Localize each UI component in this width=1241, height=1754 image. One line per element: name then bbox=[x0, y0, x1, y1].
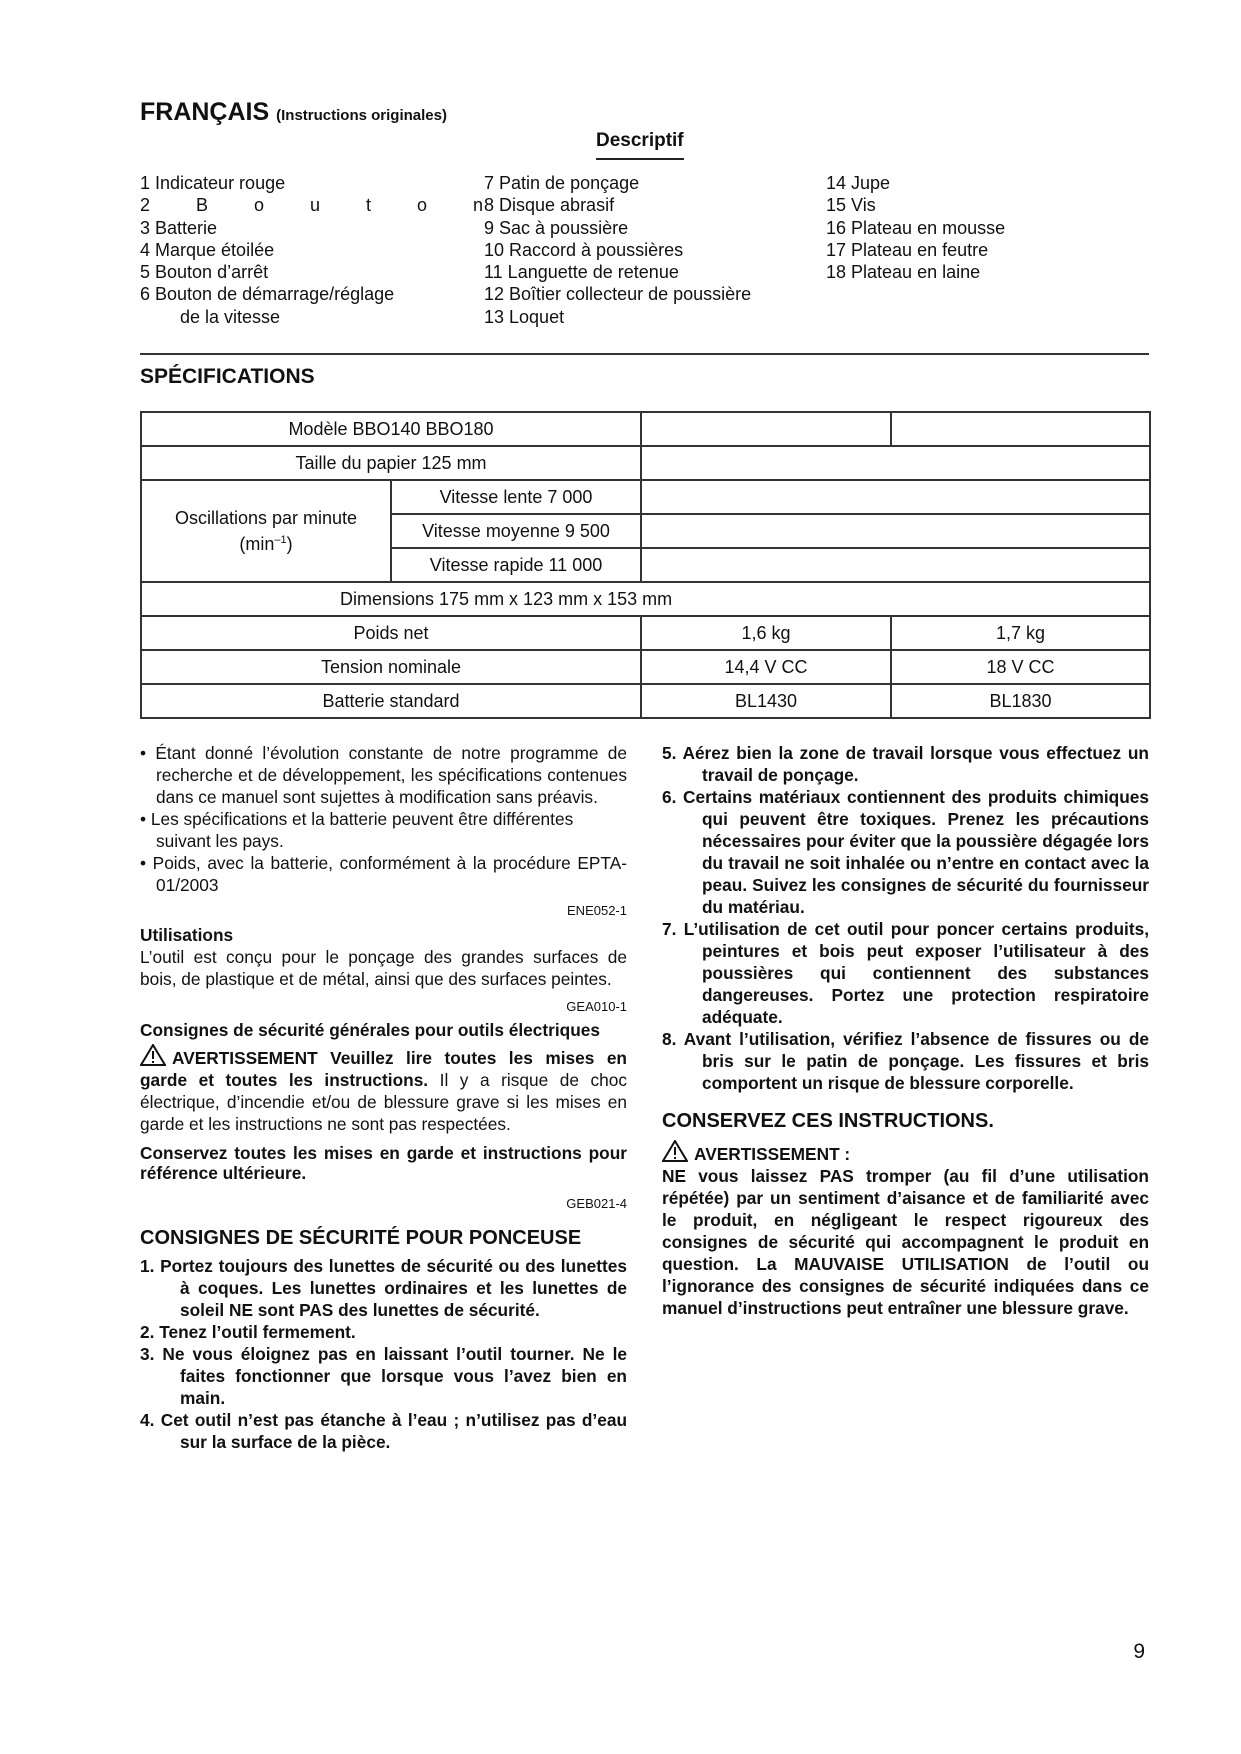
safety-item: 8. Avant l’utilisation, vérifiez l’absence de fissures ou de bris sur le patin de ponçage. Les fissures et bris comportent un risque de blessure corporelle. bbox=[662, 1029, 1149, 1093]
parts-column-1 bbox=[140, 172, 504, 328]
part-item: 14 Jupe bbox=[826, 173, 891, 193]
warning-label: AVERTISSEMENT bbox=[172, 1048, 318, 1068]
part-item: de la vitesse bbox=[180, 306, 281, 327]
part-item: 12 Boîtier collecteur de poussière bbox=[484, 284, 752, 305]
table-row bbox=[141, 480, 1150, 514]
spec-cell-empty bbox=[641, 514, 1150, 548]
spec-tension-bbo180: 18 V CC bbox=[891, 650, 1150, 684]
part-item: 7 Patin de ponçage bbox=[484, 173, 640, 193]
general-warning bbox=[140, 1044, 627, 1135]
utilisations-title: Utilisations bbox=[140, 925, 234, 945]
table-row bbox=[141, 616, 1150, 650]
parts-column-2 bbox=[484, 172, 751, 328]
spec-vitesse-rapide: Vitesse rapide 11 000 bbox=[391, 548, 641, 582]
spec-cell-empty bbox=[891, 412, 1150, 446]
conserve-instructions: Conservez toutes les mises en garde et instructions pour référence ultérieure. bbox=[140, 1143, 627, 1183]
table-row bbox=[141, 582, 1150, 616]
spec-cell-empty bbox=[641, 446, 1150, 480]
spec-note: • Poids, avec la batterie, conformément à la procédure EPTA-01/2003 bbox=[140, 853, 627, 895]
spec-cell-empty bbox=[641, 412, 891, 446]
safety-item: 1. Portez toujours des lunettes de sécurité ou des lunettes à coques. Les lunettes ordinaires et les lunettes de soleil NE sont PAS des lunettes de sécurité. bbox=[140, 1256, 627, 1320]
part-item: 9 Sac à poussière bbox=[484, 217, 629, 238]
spec-dimensions: Dimensions 175 mm x 123 mm x 153 mm bbox=[141, 582, 1150, 616]
spec-batterie-label: Batterie standard bbox=[141, 684, 641, 718]
page-number: 9 bbox=[1133, 1640, 1145, 1663]
part-item: 8 Disque abrasif bbox=[484, 195, 615, 216]
reference-code: GEA010-1 bbox=[566, 999, 627, 1014]
part-item: 4 Marque étoilée bbox=[140, 239, 275, 260]
spec-batterie-bbo140: BL1430 bbox=[641, 684, 891, 718]
spec-cell-empty bbox=[641, 548, 1150, 582]
unit-end: ) bbox=[286, 534, 293, 554]
spec-note: • Étant donné l’évolution constante de notre programme de recherche et de développement, les spécifications contenues dans ce manuel sont sujettes à modification sans préavis. bbox=[140, 743, 627, 807]
spec-cell-empty bbox=[641, 480, 1150, 514]
spec-vitesse-lente: Vitesse lente 7 000 bbox=[391, 480, 641, 514]
unit-base: (min bbox=[239, 534, 275, 554]
warning-triangle-icon bbox=[662, 1140, 688, 1162]
parts-column-3 bbox=[826, 172, 1005, 283]
safety-item: 3. Ne vous éloignez pas en laissant l’outil tourner. Ne le faites fonctionner que lorsque vous l’avez bien en main. bbox=[140, 1344, 627, 1408]
spec-batterie-bbo180: BL1830 bbox=[891, 684, 1150, 718]
safety-item: 6. Certains matériaux contiennent des produits chimiques qui peuvent être toxiques. Prenez les précautions nécessaires pour éviter que la poussière dégagée lors du travail ne soit inhalée ou n’entre en contact avec la peau. Suivez les consignes de sécurité du fournisseur du matériau. bbox=[662, 787, 1149, 917]
specifications-table bbox=[140, 411, 1151, 719]
warning-text: Il y a risque de choc électrique, d’incendie et/ou de blessure grave si les mises en garde et les instructions ne sont pas respectées. bbox=[140, 1070, 627, 1134]
part-item: 18 Plateau en laine bbox=[826, 262, 981, 283]
spec-poids-bbo180: 1,7 kg bbox=[891, 616, 1150, 650]
part-item: 10 Raccord à poussières bbox=[484, 239, 684, 260]
part-item: 6 Bouton de démarrage/réglage bbox=[140, 284, 395, 305]
left-column bbox=[140, 742, 627, 1453]
part-item: 5 Bouton d’arrêt bbox=[140, 262, 269, 283]
spec-oscillations bbox=[141, 480, 391, 582]
part-item: 2 B o u t o n bbox=[140, 195, 504, 216]
part-item: 11 Languette de retenue bbox=[484, 262, 679, 283]
table-row bbox=[141, 650, 1150, 684]
part-item: 3 Batterie bbox=[140, 217, 218, 238]
spec-poids-label: Poids net bbox=[141, 616, 641, 650]
part-item: 1 Indicateur rouge bbox=[140, 173, 286, 193]
right-column bbox=[662, 742, 1149, 1319]
safety-item: 2. Tenez l’outil fermement. bbox=[140, 1322, 356, 1342]
table-row bbox=[141, 446, 1150, 480]
conservez-title: CONSERVEZ CES INSTRUCTIONS. bbox=[662, 1110, 994, 1132]
reference-code: GEB021-4 bbox=[566, 1196, 627, 1211]
part-item: 13 Loquet bbox=[484, 306, 565, 327]
spec-poids-bbo140: 1,6 kg bbox=[641, 616, 891, 650]
general-safety-title: Consignes de sécurité générales pour outils électriques bbox=[140, 1020, 601, 1040]
utilisations-text: L’outil est conçu pour le ponçage des grandes surfaces de bois, de plastique et de métal, ainsi que des surfaces peintes. bbox=[140, 947, 627, 989]
warning-bold-text: Veuillez lire toutes les mises en garde et toutes les instructions. bbox=[140, 1048, 627, 1090]
page-language-title bbox=[140, 98, 447, 127]
spec-vitesse-moyenne: Vitesse moyenne 9 500 bbox=[391, 514, 641, 548]
safety-item: 5. Aérez bien la zone de travail lorsque vous effectuez un travail de ponçage. bbox=[662, 743, 1149, 785]
spec-papier: Taille du papier 125 mm bbox=[141, 446, 641, 480]
language-subtitle: (Instructions originales) bbox=[276, 107, 447, 124]
table-row bbox=[141, 684, 1150, 718]
section-divider bbox=[140, 353, 1149, 355]
warning-label: AVERTISSEMENT : bbox=[694, 1144, 851, 1164]
warning-triangle-icon bbox=[140, 1044, 166, 1066]
spec-note: • Les spécifications et la batterie peuvent être différentes suivant les pays. bbox=[140, 809, 574, 851]
part-item: 16 Plateau en mousse bbox=[826, 217, 1006, 238]
unit-sup: –1 bbox=[274, 534, 287, 546]
spec-modele: Modèle BBO140 BBO180 bbox=[141, 412, 641, 446]
reference-code: ENE052-1 bbox=[567, 903, 627, 918]
safety-item: 7. L’utilisation de cet outil pour poncer certains produits, peintures et bois peut exposer l’utilisateur à des poussières qui contiennent des substances dangereuses. Portez une protection respiratoire adéquate. bbox=[662, 919, 1149, 1027]
descriptif-title: Descriptif bbox=[596, 130, 684, 160]
part-item: 15 Vis bbox=[826, 195, 876, 216]
part-item: 17 Plateau en feutre bbox=[826, 239, 989, 260]
ponceuse-safety-title: CONSIGNES DE SÉCURITÉ POUR PONCEUSE bbox=[140, 1227, 582, 1249]
language-label: FRANÇAIS bbox=[140, 98, 270, 126]
right-warning-heading bbox=[662, 1140, 1149, 1165]
table-row bbox=[141, 412, 1150, 446]
spec-tension-bbo140: 14,4 V CC bbox=[641, 650, 891, 684]
oscillations-label: Oscillations par minute bbox=[174, 508, 358, 528]
warning-text: NE vous laissez PAS tromper (au fil d’une utilisation répétée) par un sentiment d’aisance et de familiarité avec le produit, en négligeant le respect rigoureux des consignes de sécurité qui accompagnent le produit en question. La MAUVAISE UTILISATION de l’outil ou l’ignorance des consignes de sécurité indiquées dans ce manuel d’instructions peut entraîner une blessure grave. bbox=[662, 1166, 1149, 1318]
specifications-title: SPÉCIFICATIONS bbox=[140, 365, 315, 388]
spec-tension-label: Tension nominale bbox=[141, 650, 641, 684]
safety-item: 4. Cet outil n’est pas étanche à l’eau ; n’utilisez pas d’eau sur la surface de la pièce. bbox=[140, 1410, 627, 1452]
